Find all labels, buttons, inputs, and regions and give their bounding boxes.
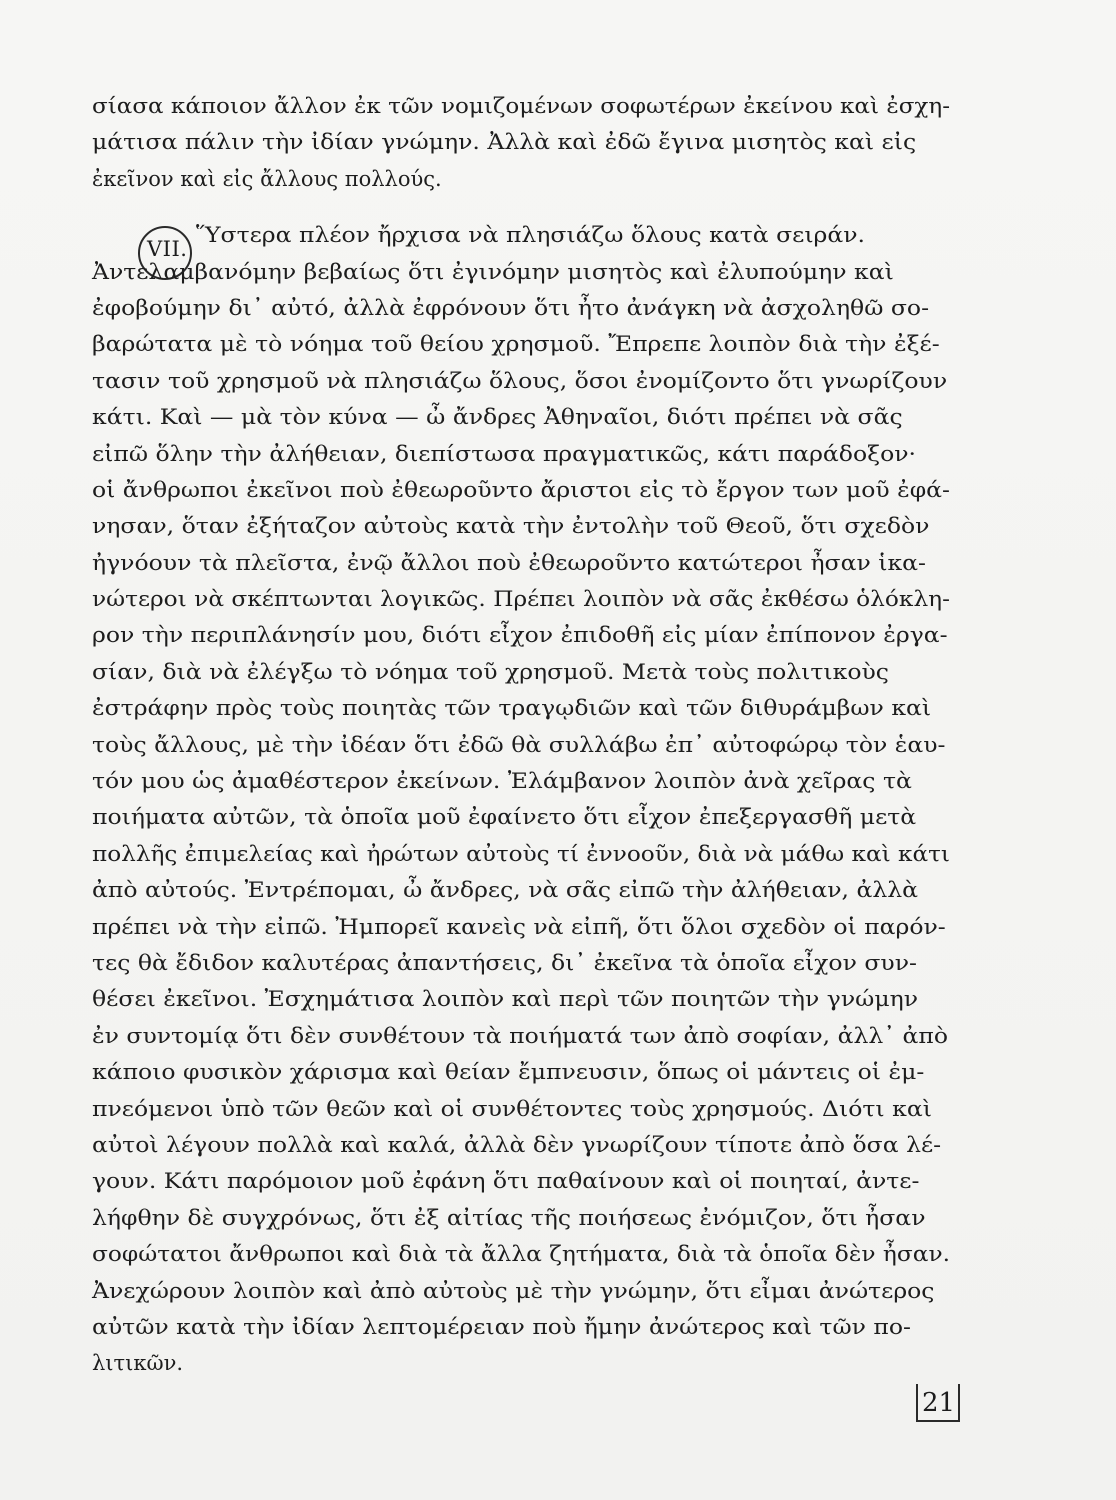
text-line: κάποιο φυσικὸν χάρισμα καὶ θείαν ἔμπνευσιν, ὅπως οἱ μάντεις οἱ ἐμ-: [92, 1060, 925, 1085]
text-line: τες θὰ ἔδιδον καλυτέρας ἀπαντήσεις, δι᾽ ἐκεῖνα τὰ ὁποῖα εἶχον συν-: [92, 950, 917, 975]
text-line: οἱ ἄνθρωποι ἐκεῖνοι ποὺ ἐθεωροῦντο ἄριστοι εἰς τὸ ἔργον των μοῦ ἐφά-: [92, 477, 950, 502]
text-line: Ὕστερα πλέον ἤρχισα νὰ πλησιάζω ὅλους κατὰ σειράν.: [196, 223, 866, 248]
text-line: λιτικῶν.: [92, 1351, 184, 1376]
text-line: τόν μου ὡς ἀμαθέστερον ἐκείνων. Ἐλάμβανον λοιπὸν ἀνὰ χεῖρας τὰ: [92, 769, 912, 794]
text-line: αὐτοὶ λέγουν πολλὰ καὶ καλά, ἀλλὰ δὲν γνωρίζουν τίποτε ἀπὸ ὅσα λέ-: [92, 1132, 942, 1157]
section-number: VII.: [147, 237, 188, 261]
text-line: πρέπει νὰ τὴν εἰπῶ. Ἠμπορεῖ κανεὶς νὰ εἰπῆ, ὅτι ὅλοι σχεδὸν οἱ παρόν-: [92, 914, 946, 939]
text-line: ἐν συντομίᾳ ὅτι δὲν συνθέτουν τὰ ποιήματά των ἀπὸ σοφίαν, ἀλλ᾽ ἀπὸ: [92, 1023, 949, 1048]
text-line: ποιήματα αὐτῶν, τὰ ὁποῖα μοῦ ἐφαίνετο ὅτι εἶχον ἐπεξεργασθῆ μετὰ: [92, 805, 917, 830]
text-line: πολλῆς ἐπιμελείας καὶ ἠρώτων αὐτοὺς τί ἐννοοῦν, διὰ νὰ μάθω καὶ κάτι: [92, 841, 951, 866]
text-line: ἠγνόουν τὰ πλεῖστα, ἐνῷ ἄλλοι ποὺ ἐθεωροῦντο κατώτεροι ἦσαν ἱκα-: [92, 550, 926, 575]
text-line: σίαν, διὰ νὰ ἐλέγξω τὸ νόημα τοῦ χρησμοῦ. Μετὰ τοὺς πολιτικοὺς: [92, 659, 889, 684]
text-line: ἀπὸ αὐτούς. Ἐντρέπομαι, ὦ ἄνδρες, νὰ σᾶς εἰπῶ τὴν ἀλήθειαν, ἀλλὰ: [92, 878, 919, 903]
page-number: 21: [922, 1388, 956, 1418]
text-line: ἐκεῖνον καὶ εἰς ἄλλους πολλούς.: [92, 166, 442, 191]
text-line: Ἀνεχώρουν λοιπὸν καὶ ἀπὸ αὐτοὺς μὲ τὴν γνώμην, ὅτι εἶμαι ἀνώτερος: [92, 1278, 935, 1303]
text-line: τασιν τοῦ χρησμοῦ νὰ πλησιάζω ὅλους, ὅσοι ἐνομίζοντο ὅτι γνωρίζουν: [92, 368, 948, 393]
text-line: θέσει ἐκεῖνοι. Ἐσχημάτισα λοιπὸν καὶ περὶ τῶν ποιητῶν τὴν γνώμην: [92, 987, 919, 1012]
text-line: νησαν, ὅταν ἐξήταζον αὐτοὺς κατὰ τὴν ἐντολὴν τοῦ Θεοῦ, ὅτι σχεδὸν: [92, 514, 930, 539]
body-text: [92, 88, 952, 1382]
text-line: σίασα κάποιον ἄλλον ἐκ τῶν νομιζομένων σοφωτέρων ἐκείνου καὶ ἐσχη-: [92, 94, 950, 118]
text-line: εἰπῶ ὅλην τὴν ἀλήθειαν, διεπίστωσα πραγματικῶς, κάτι παράδοξον·: [92, 441, 917, 466]
text-line: αὐτῶν κατὰ τὴν ἰδίαν λεπτομέρειαν ποὺ ἤμην ἀνώτερος καὶ τῶν πο-: [92, 1314, 911, 1339]
text-line: λήφθην δὲ συγχρόνως, ὅτι ἐξ αἰτίας τῆς ποιήσεως ἐνόμιζον, ὅτι ἦσαν: [92, 1205, 926, 1230]
text-line: ἐστράφην πρὸς τοὺς ποιητὰς τῶν τραγῳδιῶν καὶ τῶν διθυράμβων καὶ: [92, 696, 932, 721]
text-line: πνεόμενοι ὑπὸ τῶν θεῶν καὶ οἱ συνθέτοντες τοὺς χρησμούς. Διότι καὶ: [92, 1096, 932, 1121]
text-line: Ἀντελαμβανόμην βεβαίως ὅτι ἐγινόμην μισητὸς καὶ ἐλυπούμην καὶ: [92, 259, 894, 284]
text-line: μάτισα πάλιν τὴν ἰδίαν γνώμην. Ἀλλὰ καὶ ἐδῶ ἔγινα μισητὸς καὶ εἰς: [92, 130, 917, 155]
text-line: γουν. Κάτι παρόμοιον μοῦ ἐφάνη ὅτι παθαίνουν καὶ οἱ ποιηταί, ἀντε-: [92, 1169, 920, 1194]
text-line: σοφώτατοι ἄνθρωποι καὶ διὰ τὰ ἄλλα ζητήματα, διὰ τὰ ὁποῖα δὲν ἦσαν.: [92, 1242, 951, 1267]
text-line: τοὺς ἄλλους, μὲ τὴν ἰδέαν ὅτι ἐδῶ θὰ συλλάβω ἐπ᾽ αὐτοφώρῳ τὸν ἑαυ-: [92, 732, 946, 757]
text-line: κάτι. Καὶ — μὰ τὸν κύνα — ὦ ἄνδρες Ἀθηναῖοι, διότι πρέπει νὰ σᾶς: [92, 405, 903, 430]
text-line: ρον τὴν περιπλάνησίν μου, διότι εἶχον ἐπιδοθῆ εἰς μίαν ἐπίπονον ἐργα-: [92, 623, 948, 648]
text-line: νώτεροι νὰ σκέπτωνται λογικῶς. Πρέπει λοιπὸν νὰ σᾶς ἐκθέσω ὁλόκλη-: [92, 587, 950, 612]
text-line: ἐφοβούμην δι᾽ αὐτό, ἀλλὰ ἐφρόνουν ὅτι ἦτο ἀνάγκη νὰ ἀσχοληθῶ σο-: [92, 295, 930, 320]
text-line: βαρώτατα μὲ τὸ νόημα τοῦ θείου χρησμοῦ. Ἔπρεπε λοιπὸν διὰ τὴν ἐξέ-: [92, 332, 940, 357]
